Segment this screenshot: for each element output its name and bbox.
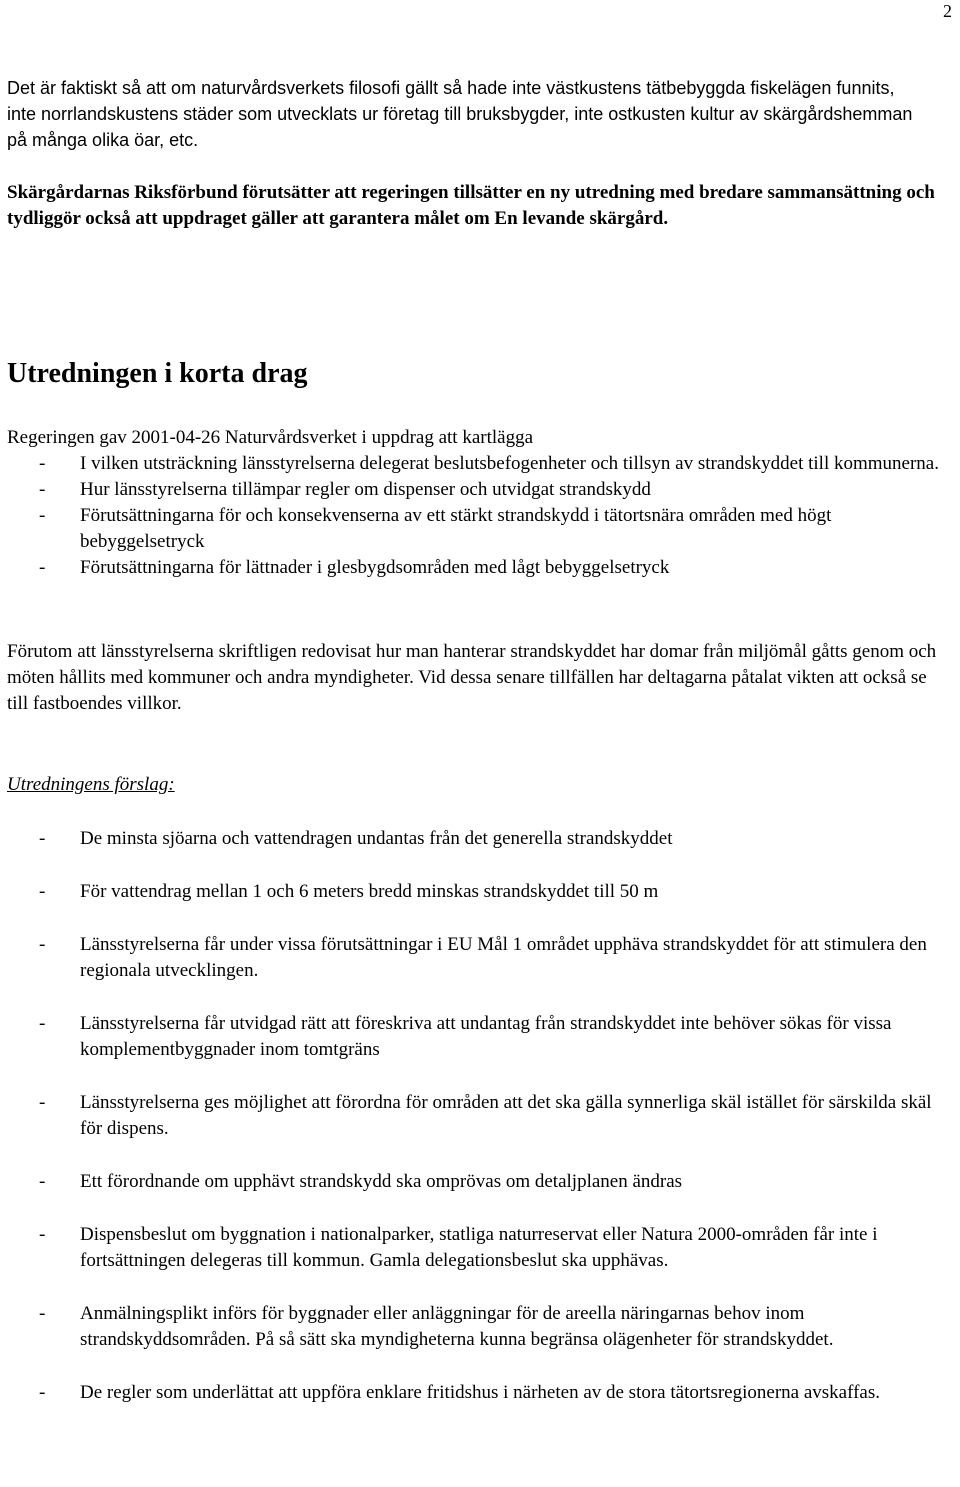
position-statement: Skärgårdarnas Riksförbund förutsätter att regeringen tillsätter en ny utredning med bredare sammansättning och tydliggör också att uppdraget gäller att garantera målet om En levande skärgård. bbox=[7, 182, 935, 229]
proposal-item bbox=[7, 1011, 957, 1063]
dash-bullet: - bbox=[39, 505, 46, 526]
dash-bullet: - bbox=[39, 1224, 46, 1245]
summary-intro: Regeringen gav 2001-04-26 Naturvårdsverket i uppdrag att kartlägga bbox=[7, 427, 534, 448]
summary-list bbox=[7, 451, 957, 581]
proposal-item-text: De minsta sjöarna och vattendragen undantas från det generella strandskyddet bbox=[80, 828, 673, 849]
proposal-item-text: Anmälningsplikt införs för byggnader eller anläggningar för de areella näringarnas behov inom strandskyddsområden. På så sätt ska myndigheterna kunna begränsa olägenheter för strandskyddet. bbox=[80, 1303, 834, 1350]
dash-bullet: - bbox=[39, 1382, 46, 1403]
summary-item bbox=[7, 503, 957, 555]
proposals-heading: Utredningens förslag: bbox=[7, 774, 175, 795]
page-number: 2 bbox=[943, 1, 952, 21]
section-heading: Utredningen i korta drag bbox=[7, 358, 308, 389]
proposal-item-text: Länsstyrelserna får under vissa förutsättningar i EU Mål 1 området upphäva strandskyddet för att stimulera den regionala utvecklingen. bbox=[80, 934, 927, 981]
summary-item-text: Hur länsstyrelserna tillämpar regler om dispenser och utvidgat strandskydd bbox=[80, 479, 651, 500]
dash-bullet: - bbox=[39, 557, 46, 578]
summary-item-text: Förutsättningarna för lättnader i glesbygdsområden med lågt bebyggelsetryck bbox=[80, 557, 670, 578]
dash-bullet: - bbox=[39, 1303, 46, 1324]
proposal-item-text: De regler som underlättat att uppföra enklare fritidshus i närheten av de stora tätortsregionerna avskaffas. bbox=[80, 1382, 880, 1403]
proposal-item-text: Ett förordnande om upphävt strandskydd ska omprövas om detaljplanen ändras bbox=[80, 1171, 683, 1192]
proposal-item-text: Länsstyrelserna får utvidgad rätt att föreskriva att undantag från strandskyddet inte behöver sökas för vissa komplementbyggnader inom tomtgräns bbox=[80, 1013, 892, 1060]
proposal-item-text: Länsstyrelserna ges möjlighet att förordna för områden att det ska gälla synnerliga skäl istället för särskilda skäl för dispens. bbox=[80, 1092, 932, 1139]
dash-bullet: - bbox=[39, 881, 46, 902]
summary-item bbox=[7, 477, 957, 503]
dash-bullet: - bbox=[39, 934, 46, 955]
proposal-item bbox=[7, 1169, 957, 1195]
dash-bullet: - bbox=[39, 1013, 46, 1034]
dash-bullet: - bbox=[39, 828, 46, 849]
dash-bullet: - bbox=[39, 479, 46, 500]
proposal-item bbox=[7, 1301, 957, 1353]
proposals-list bbox=[7, 826, 957, 1433]
proposal-item bbox=[7, 1380, 957, 1406]
proposal-item-text: För vattendrag mellan 1 och 6 meters bredd minskas strandskyddet till 50 m bbox=[80, 881, 659, 902]
summary-item bbox=[7, 555, 957, 581]
summary-item bbox=[7, 451, 957, 477]
summary-item-text: Förutsättningarna för och konsekvenserna av ett stärkt strandskydd i tätortsnära områden med högt bebyggelsetryck bbox=[80, 505, 832, 552]
proposal-item bbox=[7, 1222, 957, 1274]
proposal-item bbox=[7, 879, 957, 905]
proposal-item bbox=[7, 1090, 957, 1142]
dash-bullet: - bbox=[39, 453, 46, 474]
proposal-item bbox=[7, 932, 957, 984]
proposal-item bbox=[7, 826, 957, 852]
dash-bullet: - bbox=[39, 1092, 46, 1113]
dash-bullet: - bbox=[39, 1171, 46, 1192]
summary-item-text: I vilken utsträckning länsstyrelserna delegerat beslutsbefogenheter och tillsyn av strandskyddet till kommunerna. bbox=[80, 453, 939, 474]
followup-paragraph: Förutom att länsstyrelserna skriftligen redovisat hur man hanterar strandskyddet har domar från miljömål gåtts genom och möten hållits med kommuner och andra myndigheter. Vid dessa senare tillfällen har deltagarna påtalat vikten att också se till fastboendes villkor. bbox=[7, 641, 937, 714]
proposal-item-text: Dispensbeslut om byggnation i nationalparker, statliga naturreservat eller Natura 2000-områden får inte i fortsättningen delegeras till kommun. Gamla delegationsbeslut ska upphävas. bbox=[80, 1224, 878, 1271]
intro-paragraph: Det är faktiskt så att om naturvårdsverkets filosofi gällt så hade inte västkustens tätbebyggda fiskelägen funnits, inte norrlandskustens städer som utvecklats ur företag till bruksbygder, inte ostkusten kultur av skärgårdshemman på många olika öar, etc. bbox=[7, 78, 913, 150]
